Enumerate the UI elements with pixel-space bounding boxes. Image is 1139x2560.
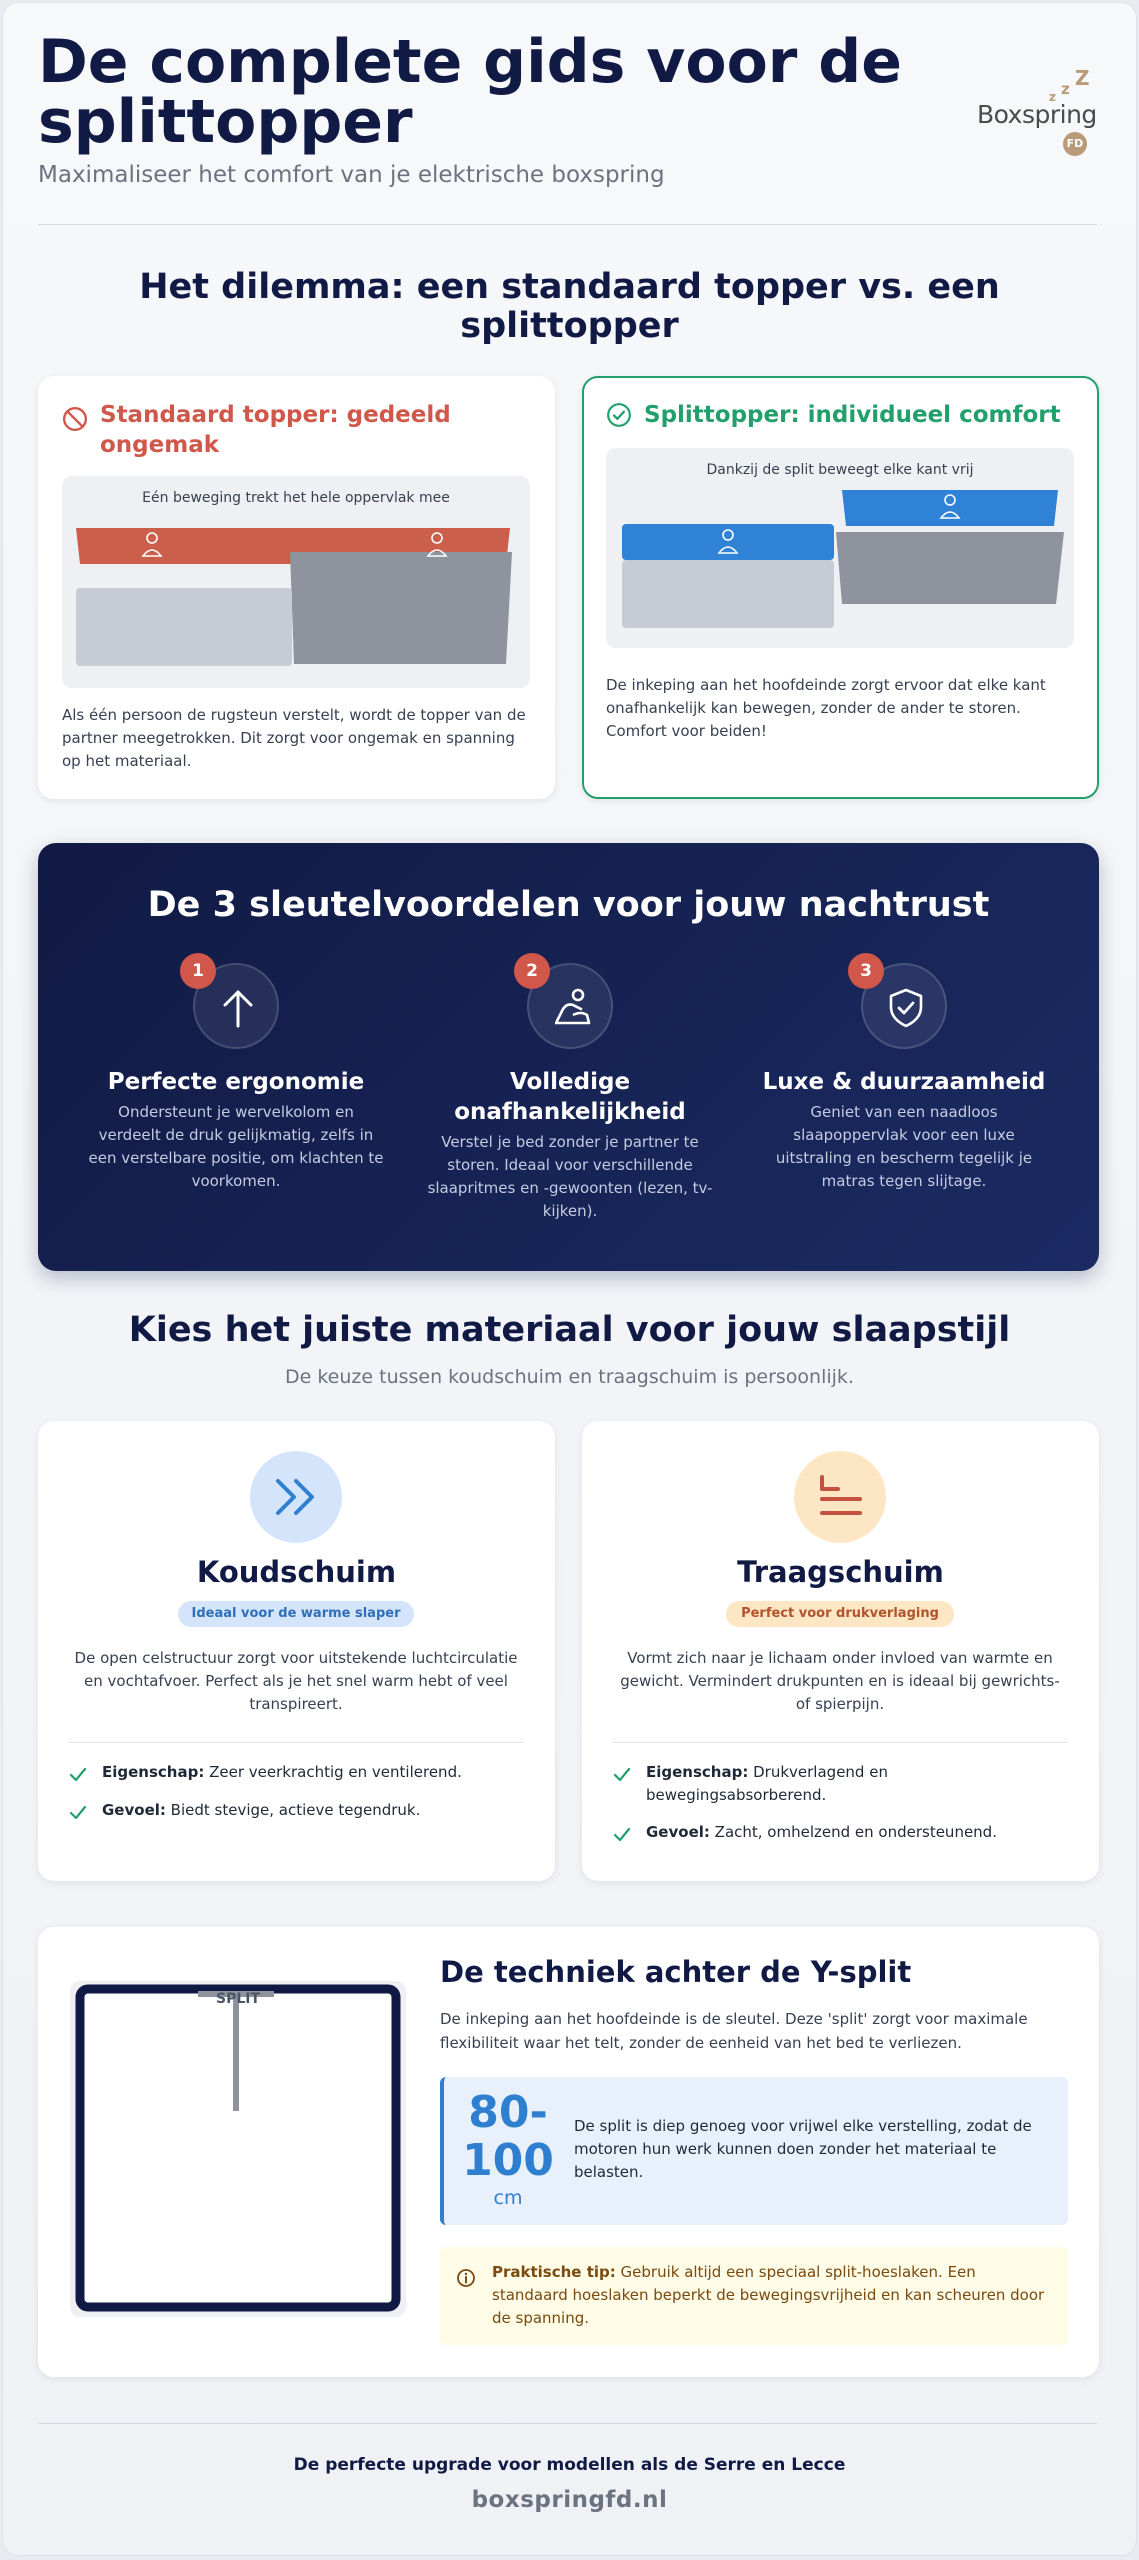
benefit-title: Luxe & duurzaamheid — [762, 1069, 1046, 1095]
check-icon — [68, 1764, 88, 1784]
benefit-text: Geniet van een naadloos slaapoppervlak voor een luxe uitstraling en bescherm tegelijk je matras tegen slijtage. — [775, 1103, 1033, 1190]
split-topper-text: De inkeping aan het hoofdeinde zorgt ervoor dat elke kant onafhankelijk kan bewegen, zonder de ander te storen. Comfort voor beiden! — [606, 676, 1046, 740]
property-value: Zacht, omhelzend en ondersteunend. — [714, 1823, 997, 1841]
standard-topper-heading-text: Standaard topper: gedeeld ongemak — [100, 402, 451, 458]
material-icon-circle — [794, 1451, 886, 1543]
property-value: Drukverlagend en bewegingsabsorberend. — [646, 1763, 888, 1804]
logo-badge: FD — [1063, 132, 1087, 156]
material-badge: Ideaal voor de warme slaper — [178, 1601, 414, 1627]
ysplit-stat-box — [440, 2077, 1068, 2225]
material-divider — [612, 1742, 1068, 1743]
logo-text: Boxspring — [977, 100, 1097, 129]
materials-subtitle: De keuze tussen koudschuim en traagschuim is persoonlijk. — [285, 1366, 854, 1388]
standard-topper-drawing — [62, 516, 530, 688]
tip-text: Gebruik altijd een speciaal split-hoeslaken. Een standaard hoeslaken beperkt de bewegingsvrijheid en kan scheuren door de spanning. — [492, 2263, 1045, 2327]
info-icon — [456, 2268, 476, 2288]
material-badge: Perfect voor drukverlaging — [726, 1601, 954, 1627]
property-label: Gevoel: — [102, 1801, 166, 1819]
material-name: Traagschuim — [737, 1555, 944, 1589]
standard-topper-text: Als één persoon de rugsteun verstelt, wordt de topper van de partner meegetrokken. Dit zorgt voor ongemak en spanning op het materiaal. — [62, 706, 526, 770]
benefit-text: Verstel je bed zonder je partner te storen. Ideaal voor verschillende slaapritmes en -gewoonten (lezen, tv-kijken). — [427, 1133, 713, 1220]
benefit-number: 1 — [180, 953, 216, 989]
ysplit-stat-value: 80-100 — [462, 2087, 554, 2186]
property-value: Zeer veerkrachtig en ventilerend. — [209, 1763, 462, 1781]
property-label: Gevoel: — [646, 1823, 710, 1841]
ysplit-illustration — [70, 1981, 406, 2317]
material-icon-circle — [250, 1451, 342, 1543]
check-icon — [612, 1764, 632, 1784]
ysplit-tip-box — [440, 2247, 1068, 2345]
material-property — [612, 1821, 1068, 1844]
standard-topper-illustration — [62, 476, 530, 688]
material-property — [68, 1799, 524, 1822]
logo-z-small: z — [1049, 90, 1056, 104]
logo-z-large: Z — [1075, 66, 1090, 90]
material-card-koudschuim — [38, 1421, 555, 1881]
logo[interactable] — [975, 66, 1105, 158]
ysplit-stat-text: De split is diep genoeg voor vrijwel elke verstelling, zodat de motoren hun werk kunnen doen zonder het materiaal te belasten. — [574, 2117, 1032, 2181]
benefit-title: Volledige onafhankelijkheid — [454, 1069, 686, 1125]
ysplit-title: De techniek achter de Y-split — [440, 1955, 912, 1989]
material-property — [612, 1761, 1068, 1807]
benefit-number: 2 — [514, 953, 550, 989]
footer-line: De perfecte upgrade voor modellen als de Serre en Lecce — [293, 2455, 846, 2475]
person-reclining-icon — [551, 987, 593, 1029]
split-topper-caption: Dankzij de split beweegt elke kant vrij — [706, 462, 974, 478]
materials-title: Kies het juiste materiaal voor jouw slaapstijl — [128, 1310, 1011, 1350]
benefit-number: 3 — [848, 953, 884, 989]
arrow-up-icon — [220, 988, 256, 1028]
double-chevron-right-icon — [274, 1477, 320, 1517]
footer-divider — [38, 2423, 1097, 2424]
ysplit-text: De inkeping aan het hoofdeinde is de sleutel. Deze 'split' zorgt voor maximale flexibiliteit waar het telt, zonder de eenheid van het bed te verliezen. — [440, 2010, 1028, 2052]
material-description: De open celstructuur zorgt voor uitstekende luchtcirculatie en vochtafvoer. Perfect als je het snel warm hebt of veel transpireert. — [74, 1649, 518, 1713]
split-topper-heading-text: Splittopper: individueel comfort — [644, 402, 1061, 428]
dilemma-title: Het dilemma: een standaard topper vs. een splittopper — [139, 267, 1000, 346]
standard-topper-heading — [62, 400, 532, 460]
check-icon — [612, 1824, 632, 1844]
layers-icon — [818, 1473, 864, 1521]
material-card-traagschuim — [582, 1421, 1099, 1881]
standard-topper-card — [38, 376, 555, 799]
property-label: Eigenschap: — [102, 1763, 205, 1781]
ban-icon — [62, 406, 88, 432]
property-label: Eigenschap: — [646, 1763, 749, 1781]
material-description: Vormt zich naar je lichaam onder invloed van warmte en gewicht. Vermindert drukpunten en is ideaal bij gewrichts- of spierpijn. — [620, 1649, 1060, 1713]
page-subtitle: Maximaliseer het comfort van je elektrische boxspring — [38, 162, 665, 188]
page-title: De complete gids voor de splittopper — [38, 27, 902, 157]
benefits-title: De 3 sleutelvoordelen voor jouw nachtrust — [147, 885, 990, 925]
split-topper-heading — [606, 400, 1076, 430]
check-circle-icon — [606, 402, 632, 428]
ysplit-stat-unit: cm — [493, 2187, 523, 2209]
standard-topper-caption: Eén beweging trekt het hele oppervlak mee — [142, 490, 450, 506]
benefits-panel — [38, 843, 1099, 1271]
split-topper-drawing — [606, 488, 1074, 648]
ysplit-diagram — [70, 1981, 406, 2317]
tip-label: Praktische tip: — [492, 2263, 616, 2281]
property-value: Biedt stevige, actieve tegendruk. — [170, 1801, 421, 1819]
split-topper-card — [582, 376, 1099, 799]
logo-z-medium: z — [1061, 80, 1070, 98]
split-topper-illustration — [606, 448, 1074, 648]
material-divider — [68, 1742, 524, 1743]
check-icon — [68, 1802, 88, 1822]
ysplit-image-label: SPLIT — [215, 1991, 261, 2007]
benefit-text: Ondersteunt je wervelkolom en verdeelt de druk gelijkmatig, zelfs in een verstelbare positie, om klachten te voorkomen. — [88, 1103, 384, 1190]
material-name: Koudschuim — [196, 1555, 397, 1589]
header-divider — [38, 224, 1097, 225]
shield-check-icon — [887, 987, 925, 1029]
benefit-title: Perfecte ergonomie — [107, 1069, 365, 1095]
footer-url[interactable]: boxspringfd.nl — [471, 2487, 668, 2513]
ysplit-section — [38, 1927, 1099, 2377]
material-property — [68, 1761, 524, 1784]
